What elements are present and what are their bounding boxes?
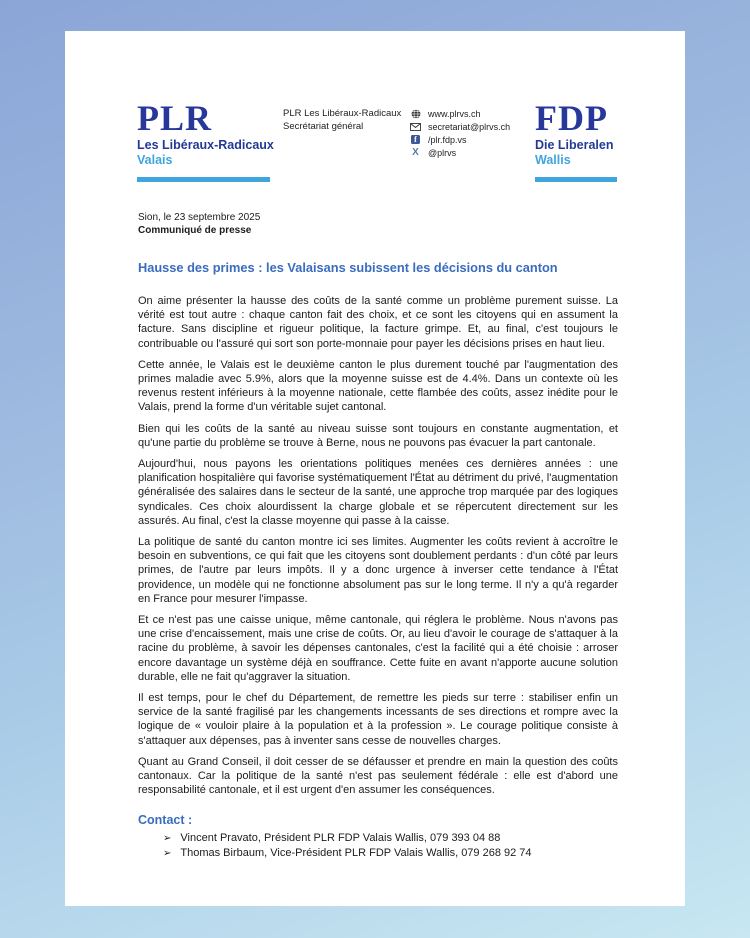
website-link[interactable]: www.plrvs.ch — [428, 108, 481, 119]
paragraph: Quant au Grand Conseil, il doit cesser de se défausser et prendre en main la question des coûts cantonaux. Car la politique de la santé n'est pas seulement fédérale : elle est d'abord une responsabilité cantonale, et il est urgent d'en assumer les conséquences. — [138, 755, 618, 797]
globe-icon — [410, 109, 421, 119]
plr-logo-acronym: PLR — [137, 98, 212, 138]
contact-people-list — [138, 831, 618, 861]
contact-person: Vincent Pravato, Président PLR FDP Valais Wallis, 079 393 04 88 — [180, 831, 501, 844]
document-meta — [138, 211, 685, 237]
contact-row-x — [410, 146, 510, 159]
plr-logo-region: Valais — [137, 153, 173, 167]
paragraph: Cette année, le Valais est le deuxième canton le plus durement touché par l'augmentation des primes maladie avec 5.9%, alors que la moyenne suisse est de 4.4%. Dans un contexte où les revenus restent inférieurs à la moyenne nationale, cette flambée des coûts, assez inédite pour le Valais, prend la forme d'un véritable sujet cantonal. — [138, 358, 618, 414]
paragraph: Bien qui les coûts de la santé au niveau suisse sont toujours en constante augmentation, et qu'une partie du problème se trouve à Berne, nous ne pouvons pas évacuer la part cantonale. — [138, 422, 618, 449]
letterhead — [65, 31, 685, 181]
org-department: Secrétariat général — [283, 121, 364, 132]
page-title: Hausse des primes : les Valaisans subissent les décisions du canton — [138, 260, 558, 275]
email-link[interactable]: secretariat@plrvs.ch — [428, 121, 511, 132]
org-address-block — [283, 107, 401, 133]
plr-logo-underline — [137, 177, 270, 182]
x-icon: X — [412, 146, 419, 158]
paragraph: La politique de santé du canton montre ici ses limites. Augmenter les coûts revient à accroître le besoin en subventions, ce qui fait que les citoyens sont doublement perdants : d'un côté par leurs primes, de l'autre par leurs impôts. Il y a donc urgence à inverser cette tendance à l'État providence, un modèle qui ne fonctionne absolument pas sur le long terme. Il n'y a qu'à regarder en France pour mesurer l'impasse. — [138, 536, 618, 605]
arrow-bullet-icon: ➢ — [163, 832, 172, 844]
contact-row-email — [410, 120, 510, 133]
fdp-logo-underline — [535, 177, 617, 182]
plr-logo-subtitle: Les Libéraux-Radicaux — [137, 138, 274, 152]
article-body — [138, 294, 618, 798]
facebook-icon: f — [410, 135, 421, 145]
paragraph: Et ce n'est pas une caisse unique, même cantonale, qui réglera le problème. Nous n'avons pas une crise d'encaissement, mais une crise de coûts. Or, au lieu d'avoir le courage de s'attaquer à la racine du problème, à savoir les dépenses cantonales, c'est la facilité qui a été choisie : arroser encore davantage un système déjà en souffrance. Cette fuite en avant n'apporte aucune solution durable, elle ne fait qu'aggraver la situation. — [138, 614, 618, 683]
arrow-bullet-icon: ➢ — [163, 847, 172, 859]
document-type: Communiqué de presse — [138, 225, 252, 236]
dateline: Sion, le 23 septembre 2025 — [138, 212, 261, 223]
contact-person: Thomas Birbaum, Vice-Président PLR FDP Valais Wallis, 079 268 92 74 — [180, 846, 532, 859]
header-contact-list — [410, 107, 510, 159]
contact-section — [138, 812, 618, 861]
contact-row-facebook — [410, 133, 510, 146]
fdp-logo — [535, 98, 617, 182]
paragraph: Il est temps, pour le chef du Département, de remettre les pieds sur terre : stabiliser enfin un service de la santé fragilisé par les changements incessants de ses directions et rompre avec la logique de « vouloir plaire à la population et à la profession ». Le courage politique consiste à s'attaquer aux dépenses, pas à inventer sans cesse de nouvelles charges. — [138, 692, 618, 747]
plr-logo — [137, 98, 274, 182]
list-item — [138, 831, 618, 846]
paragraph: On aime présenter la hausse des coûts de la santé comme un problème purement suisse. La vérité est tout autre : chaque canton fait des choix, et ce sont les citoyens qui en assument la facture. Sans discipline et rigueur politique, la facture grimpe. Et, au final, c'est toujours le contribuable ou l'assuré qui sort son porte-monnaie pour payer les décisions prises en haut lieu. — [138, 295, 618, 350]
press-release-page — [65, 31, 685, 906]
fdp-logo-acronym: FDP — [535, 98, 608, 138]
x-handle-link[interactable]: @plrvs — [428, 147, 457, 158]
org-name: PLR Les Libéraux-Radicaux — [283, 108, 402, 119]
contact-heading: Contact : — [138, 812, 193, 827]
facebook-link[interactable]: /plr.fdp.vs — [428, 134, 467, 145]
contact-row-website — [410, 107, 510, 120]
list-item — [138, 846, 618, 861]
paragraph: Aujourd'hui, nous payons les orientations politiques menées ces dernières années : une planification hospitalière qui favorise systématiquement l'État au détriment du privé, l'augmentation généralisée des salaires dans le secteur de la santé, une approche trop marquée par des logiques syndicales. Ces choix alourdissent la charge globale et se répercutent directement sur les assurés. Au final, c'est la classe moyenne qui passe à la caisse. — [138, 458, 618, 527]
fdp-logo-region: Wallis — [535, 153, 571, 167]
fdp-logo-subtitle: Die Liberalen — [535, 138, 614, 152]
email-icon — [410, 122, 421, 132]
